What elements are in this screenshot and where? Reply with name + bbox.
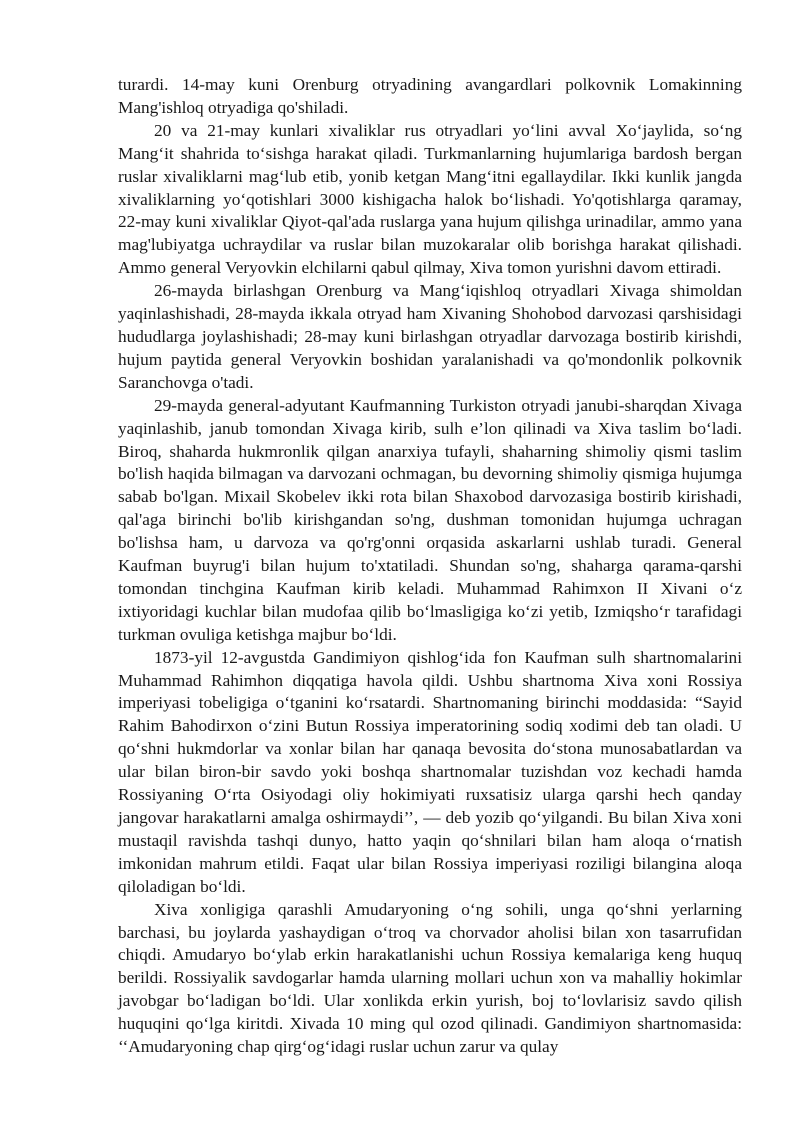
- document-page: [118, 74, 742, 1059]
- paragraph-amudarya-terms: Xiva xonligiga qarashli Amudaryoning o‘ng sohili, unga qo‘shni yerlarning barchasi, bu joylarda yashaydigan o‘troq va chorvador aholisi bilan xon tasarrufidan chiqdi. Amudaryo bo‘ylab erkin harakatlanishi uchun Rossiya kemalariga keng huquq berildi. Rossiyalik savdogarlar hamda ularning mollari uchun xon va mahalliy hokimlar javobgar bo‘ladigan bo‘ldi. Ular xonlikda erkin yurish, boj to‘lovlarisiz savdo qilish huquqini qo‘lga kiritdi. Xivada 10 ming qul ozod qilinadi. Gandimiyon shartnomasida: ‘‘Amudaryoning chap qirg‘og‘idagi ruslar uchun zarur va qulay: [118, 899, 742, 1057]
- paragraph-kaufman-entry: 29-mayda general-adyutant Kaufmanning Turkiston otryadi janubi-sharqdan Xivaga yaqinlashib, janub tomondan Xivaga kirib, sulh e’lon qilinadi va Xiva taslim bo‘ladi. Biroq, shaharda hukmronlik qilgan anarxiya tufayli, shaharning shimoliy qismi taslim bo'lish haqida bilmagan va darvozani ochmagan, bu devorning shimoliy qismiga hujumga sabab bo'lgan. Mixail Skobelev ikki rota bilan Shaxobod darvozasiga bostirib kirishadi, qal'aga birinchi bo'lib kirishgandan so'ng, dushman tomonidan hujumga uchragan bo'lishsa ham, u darvoza va qo'rg'onni orqasida askarlarni ushlab turadi. General Kaufman buyrug'i bilan hujum to'xtatiladi. Shundan so'ng, shaharga qarama-qarshi tomondan tinchgina Kaufman kirib keladi. Muhammad Rahimxon II Xivani o‘z ixtiyoridagi kuchlar bilan mudofaa qilib bo‘lmasligiga ko‘zi yetib, Izmiqsho‘r tarafidagi turkman ovuliga ketishga majbur bo‘ldi.: [118, 395, 742, 644]
- paragraph-gandimiyon-treaty: 1873-yil 12-avgustda Gandimiyon qishlog‘ida fon Kaufman sulh shartnomalarini Muhammad Rahimhon diqqatiga havola qildi. Ushbu shartnoma Xiva xoni Rossiya imperiyasi tobeligiga o‘tganini ko‘rsatardi. Shartnomaning birinchi moddasida: “Sayid Rahim Bahodirxon o‘zini Butun Rossiya imperatorining sodiq xodimi deb tan oladi. U qo‘shni hukmdorlar va xonlar bilan har qanaqa bevosita do‘stona munosabatlardan va ular bilan biron-bir savdo yoki boshqa shartnomalar tuzishdan voz kechadi hamda Rossiyaning O‘rta Osiyodagi oliy hokimiyati ruxsatisiz ularga qarshi hech qanday jangovar harakatlarni amalga oshirmaydi’’, — deb yozib qo‘yilgandi. Bu bilan Xiva xoni mustaqil ravishda tashqi dunyo, hatto yaqin qo‘shnilari bilan ham aloqa o‘rnatish imkonidan mahrum etildi. Faqat ular bilan Rossiya imperiyasi roziligi bilangina aloqa qiloladigan bo‘ldi.: [118, 647, 742, 896]
- paragraph-continuation: turardi. 14-may kuni Orenburg otryadining avangardlari polkovnik Lomakinning Mang'ishloq otryadiga qo'shiladi.: [118, 75, 742, 117]
- paragraph-orenburg-approach: 26-mayda birlashgan Orenburg va Mang‘iqishloq otryadlari Xivaga shimoldan yaqinlashishadi, 28-mayda ikkala otryad ham Xivaning Shohobod darvozasi qarshisidagi hududlarga joylashishadi; 28-may kuni birlashgan otryadlar darvozaga bostirib kirishdi, hujum paytida general Veryovkin boshidan yaralanishadi va qo'mondonlik polkovnik Saranchovga o'tadi.: [118, 281, 742, 392]
- paragraph-may-battles: 20 va 21-may kunlari xivaliklar rus otryadlari yo‘lini avval Xo‘jaylida, so‘ng Mang‘it shahrida to‘sishga harakat qiladi. Turkmanlarning hujumlariga bardosh bergan ruslar xivaliklarni mag‘lub etib, yonib ketgan Mang‘itni egallaydilar. Ikki kunlik jangda xivaliklarning yo‘qotishlari 3000 kishigacha halok bo‘lishadi. Yo'qotishlarga qaramay, 22-may kuni xivaliklar Qiyot-qal'ada ruslarga yana hujum qilishga urinadilar, ammo yana mag'lubiyatga uchraydilar va ruslar bilan muzokaralar olib borishga harakat qilishadi. Ammo general Veryovkin elchilarni qabul qilmay, Xiva tomon yurishni davom ettiradi.: [118, 120, 742, 278]
